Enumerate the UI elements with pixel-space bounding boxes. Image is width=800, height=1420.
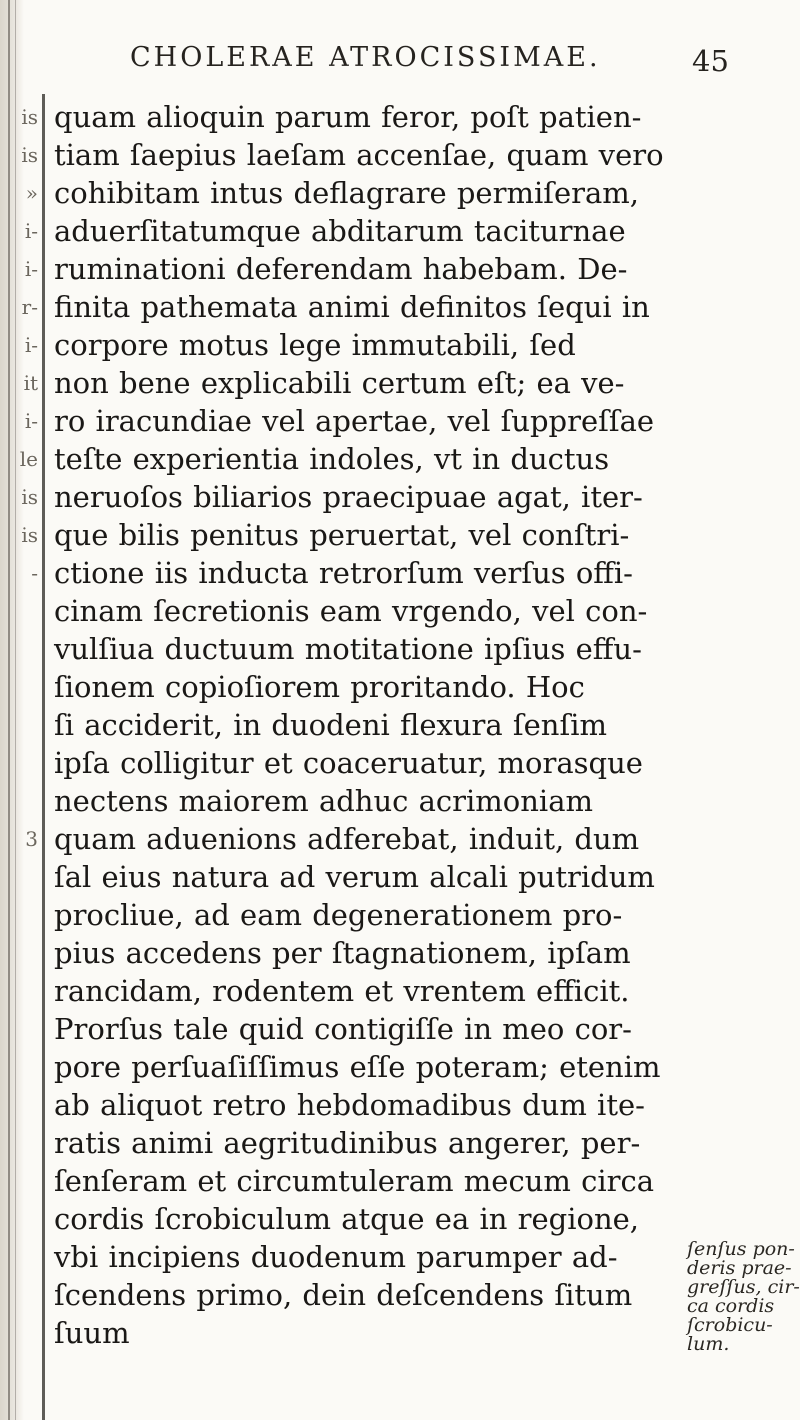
margin-mark: i-	[24, 219, 38, 243]
text-line: quam aduenions adferebat, induit, dum	[54, 822, 640, 856]
margin-mark: is	[21, 143, 38, 167]
text-line: ctione iis inducta retrorſum verſus offi-	[54, 556, 633, 590]
text-line: pius accedens per ſtagnationem, ipſam	[54, 936, 631, 970]
text-line: vbi incipiens duodenum parumper ad-	[54, 1240, 618, 1274]
marginal-note-line: lum.	[687, 1333, 730, 1355]
margin-mark	[0, 782, 42, 820]
marginal-note-line: ſenſus pon-	[687, 1238, 795, 1260]
margin-mark	[0, 744, 42, 782]
text-line: que bilis penitus peruertat, vel conſtri-	[54, 518, 630, 552]
text-line: ſi acciderit, in duodeni flexura ſenſim	[54, 708, 607, 742]
text-line: ſal eius natura ad verum alcali putridum	[54, 860, 655, 894]
text-line: neruoſos biliarios praecipuae agat, iter-	[54, 480, 643, 514]
text-line: ſcendens primo, dein deſcendens ſitum	[54, 1278, 633, 1312]
page-number: 45	[692, 44, 729, 78]
text-line: ſuum	[54, 1316, 130, 1350]
margin-mark	[0, 630, 42, 668]
margin-mark	[0, 592, 42, 630]
margin-rule	[42, 94, 45, 1420]
body-text	[54, 98, 684, 1352]
text-line: procliue, ad eam degenerationem pro-	[54, 898, 623, 932]
margin-mark	[0, 858, 42, 896]
text-line: quam alioquin parum feror, poſt patien-	[54, 100, 642, 134]
margin-mark	[0, 668, 42, 706]
text-line: rancidam, rodentem et vrentem efficit.	[54, 974, 630, 1008]
marginal-note-line: ſcrobicu-	[687, 1314, 773, 1336]
marginal-note	[687, 1240, 800, 1354]
margin-mark: -	[31, 561, 38, 585]
text-line: cordis ſcrobiculum atque ea in regione,	[54, 1202, 640, 1236]
text-line: pore perſuaſiſſimus eſſe poteram; etenim	[54, 1050, 661, 1084]
text-line: ratis animi aegritudinibus angerer, per-	[54, 1126, 641, 1160]
left-margin-marks	[0, 98, 42, 934]
text-line: ro iracundiae vel apertae, vel ſuppreſſae	[54, 404, 655, 438]
text-line: ruminationi deferendam habebam. De-	[54, 252, 628, 286]
text-line: corpore motus lege immutabili, ſed	[54, 328, 576, 362]
margin-mark: i-	[24, 333, 38, 357]
text-line: cohibitam intus deflagrare permiſeram,	[54, 176, 639, 210]
margin-mark: 3	[25, 827, 38, 851]
margin-mark	[0, 896, 42, 934]
text-line: aduerſitatumque abditarum taciturnae	[54, 214, 626, 248]
text-line: teſte experientia indoles, vt in ductus	[54, 442, 610, 476]
running-title: CHOLERAE ATROCISSIMAE.	[130, 42, 601, 73]
text-line: Prorſus tale quid contigiſſe in meo cor-	[54, 1012, 632, 1046]
text-line: ab aliquot retro hebdomadibus dum ite-	[54, 1088, 645, 1122]
margin-mark: i-	[24, 409, 38, 433]
margin-mark: it	[23, 371, 38, 395]
margin-mark: »	[25, 181, 38, 205]
margin-mark: i-	[24, 257, 38, 281]
margin-mark: is	[21, 485, 38, 509]
margin-mark: r-	[21, 295, 38, 319]
text-line: finita pathemata animi definitos ſequi in	[54, 290, 650, 324]
text-line: nectens maiorem adhuc acrimoniam	[54, 784, 593, 818]
margin-mark: le	[19, 447, 38, 471]
text-line: vulſiua ductuum motitatione ipſius effu-	[54, 632, 642, 666]
margin-mark: is	[21, 105, 38, 129]
marginal-note-line: ca cordis	[687, 1295, 775, 1317]
margin-mark	[0, 706, 42, 744]
marginal-note-line: greſſus, cir-	[687, 1276, 800, 1298]
text-line: ſenſeram et circumtuleram mecum circa	[54, 1164, 655, 1198]
text-line: non bene explicabili certum eſt; ea ve-	[54, 366, 625, 400]
text-line: ſionem copioſiorem proritando. Hoc	[54, 670, 585, 704]
text-line: cinam ſecretionis eam vrgendo, vel con-	[54, 594, 648, 628]
text-line: ipſa colligitur et coaceruatur, morasque	[54, 746, 643, 780]
margin-mark: is	[21, 523, 38, 547]
text-line: tiam ſaepius laeſam accenſae, quam vero	[54, 138, 664, 172]
marginal-note-line: deris prae-	[687, 1257, 792, 1279]
running-head	[130, 42, 730, 82]
